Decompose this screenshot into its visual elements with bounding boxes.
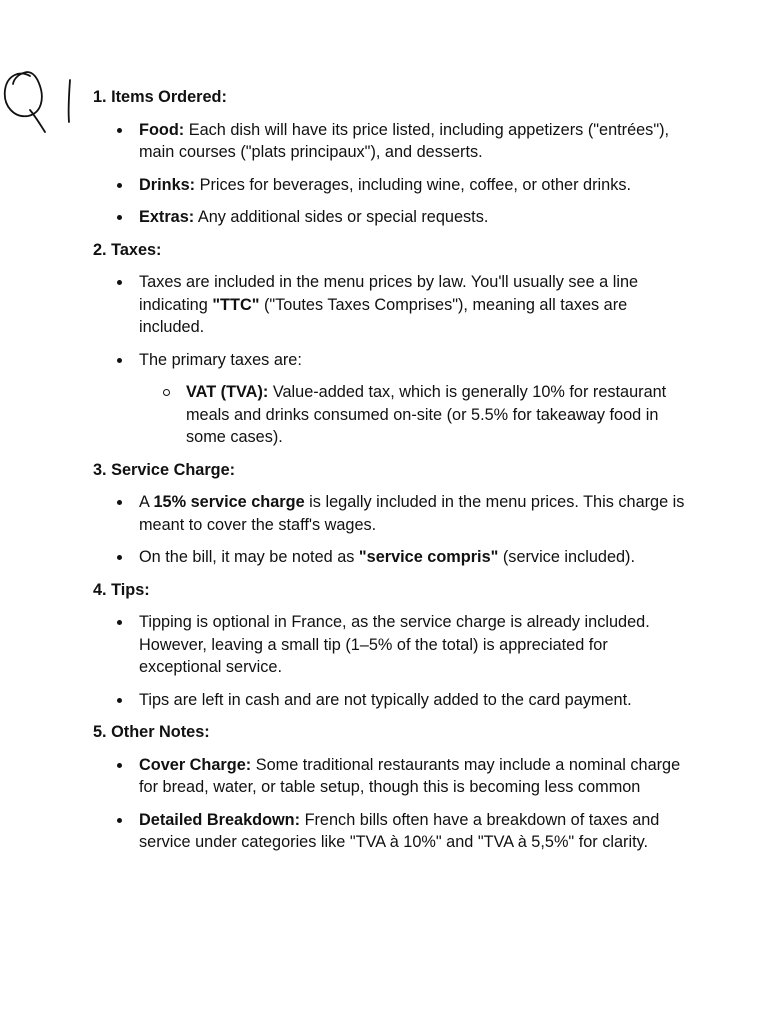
list-item [139, 809, 693, 854]
list-item [139, 689, 693, 712]
item-text: On the bill, it may be noted as [139, 548, 359, 566]
item-text: The primary taxes are: [139, 350, 302, 369]
item-text: Value-added tax, which is generally 10% for restaurant meals and drinks consumed on-site (or 5.5% for takeaway food in some cases). [186, 383, 667, 446]
item-label: Detailed Breakdown: [139, 810, 301, 829]
bullet-list [93, 754, 693, 854]
section-heading: 5. Other Notes: [93, 723, 210, 741]
item-label: Cover Charge: [139, 755, 252, 774]
section-heading: 2. Taxes: [93, 240, 162, 259]
item-text: Any additional sides or special requests. [194, 208, 489, 226]
item-label: Extras: [139, 208, 195, 226]
item-text: ("Toutes Taxes Comprises"), meaning all taxes are included. [139, 295, 628, 336]
list-item [139, 491, 693, 536]
item-text: French bills often have a breakdown of taxes and service under categories like "TVA à 10%" and "TVA à 5,5%" for clarity. [139, 810, 660, 851]
section-heading: 4. Tips: [93, 580, 150, 599]
section-taxes [93, 239, 693, 449]
bullet-list [93, 119, 693, 229]
sub-list-item [186, 381, 693, 449]
document-body [93, 86, 693, 864]
item-text: is legally included in the menu prices. This charge is meant to cover the staff's wages. [139, 493, 685, 534]
list-item [139, 206, 693, 229]
item-label: Food: [139, 120, 185, 139]
item-text: Prices for beverages, including wine, coffee, or other drinks. [195, 175, 632, 194]
list-item [139, 546, 693, 569]
item-text: Some traditional restaurants may include a nominal charge for bread, water, or table setup, though this is becoming less common [139, 755, 681, 796]
item-text: Each dish will have its price listed, including appetizers ("entrées"), main courses ("plats principaux"), and desserts. [139, 120, 670, 161]
section-items-ordered [93, 86, 693, 229]
list-item [139, 119, 693, 164]
bullet-list [93, 491, 693, 569]
list-item [139, 349, 693, 449]
item-emphasis: "TTC" [212, 295, 260, 314]
bullet-list [93, 271, 693, 449]
item-text: A [139, 493, 154, 511]
list-item [139, 611, 693, 679]
bullet-list [93, 611, 693, 711]
section-tips [93, 579, 693, 712]
item-text: (service included). [498, 548, 635, 566]
section-other-notes [93, 721, 693, 854]
item-label: VAT (TVA): [186, 383, 269, 401]
list-item [139, 271, 693, 339]
section-heading: 3. Service Charge: [93, 460, 236, 479]
handwritten-q-doodle [0, 66, 80, 138]
list-item [139, 754, 693, 799]
item-emphasis: 15% service charge [153, 493, 305, 511]
section-service-charge [93, 459, 693, 569]
item-emphasis: "service compris" [358, 548, 499, 566]
item-text: Tips are left in cash and are not typically added to the card payment. [139, 690, 632, 709]
list-item [139, 174, 693, 197]
item-label: Drinks: [139, 175, 196, 194]
sub-bullet-list [139, 381, 693, 449]
item-text: Tipping is optional in France, as the service charge is already included. However, leaving a small tip (1–5% of the total) is appreciated for exceptional service. [139, 613, 650, 676]
item-text: Taxes are included in the menu prices by law. You'll usually see a line indicating [139, 273, 639, 314]
section-heading: 1. Items Ordered: [93, 88, 227, 106]
